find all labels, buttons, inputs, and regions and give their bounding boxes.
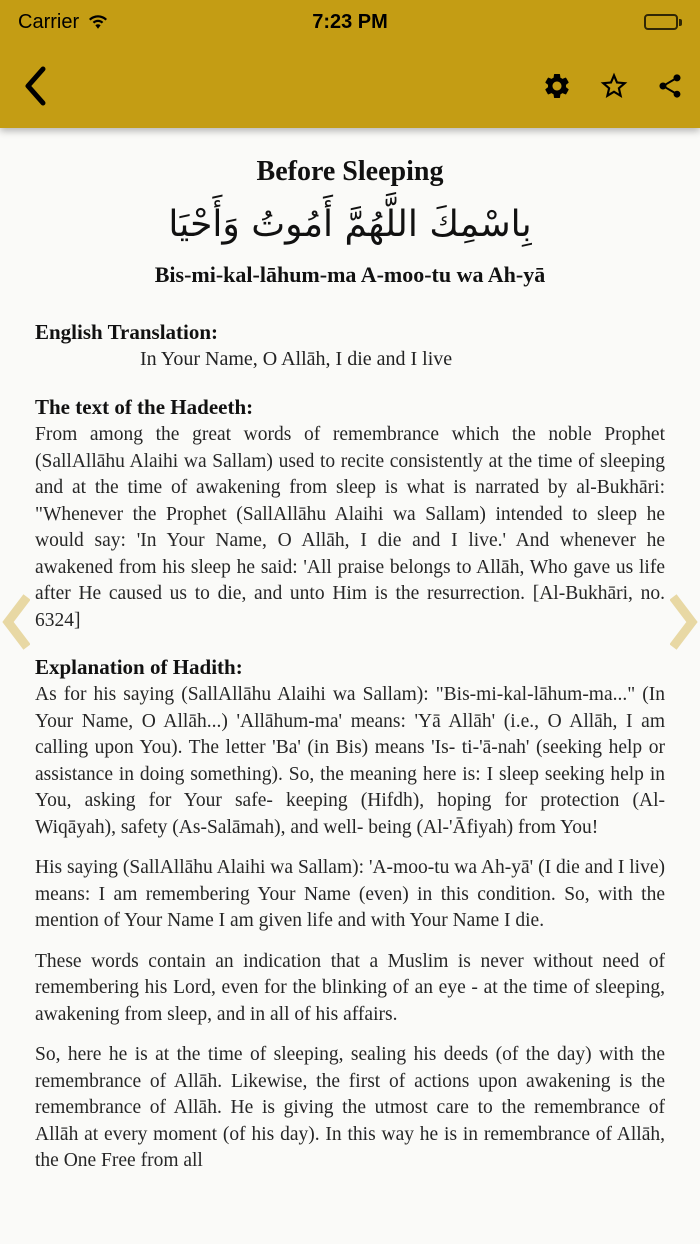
page-title: Before Sleeping	[256, 156, 444, 187]
arabic-dua-text: بِاسْمِكَ اللَّهُمَّ أَمُوتُ وَأَحْيَا	[168, 204, 532, 245]
chevron-left-icon	[22, 65, 48, 107]
navigation-toolbar	[0, 44, 700, 128]
share-icon	[656, 72, 684, 100]
translation-heading: English Translation:	[35, 320, 219, 344]
settings-button[interactable]	[542, 71, 572, 101]
star-outline-icon	[598, 70, 630, 102]
status-bar	[0, 0, 700, 44]
dua-page-content	[0, 128, 700, 1189]
translation-text: In Your Name, O Allāh, I die and I live	[140, 348, 453, 370]
transliteration-text: Bis-mi-kal-lāhum-ma A-moo-tu wa Ah-yā	[154, 262, 546, 287]
explanation-paragraph: His saying (SallAllāhu Alaihi wa Sallam): 'A-moo-tu wa Ah-yā' (I die and I live) means: I am remembering Your Name (even) in this condition. So, with the mention of Your Name I am given life and with Your Name I die.	[35, 857, 665, 931]
battery-icon	[644, 14, 682, 30]
back-button[interactable]	[22, 65, 48, 107]
explanation-heading: Explanation of Hadith:	[35, 655, 243, 679]
carrier-label: Carrier	[18, 10, 80, 33]
clock-label: 7:23 PM	[312, 10, 388, 33]
app-header	[0, 0, 700, 128]
explanation-paragraph: These words contain an indication that a Muslim is never without need of remembering his Lord, even for the blinking of an eye - at the time of sleeping, awakening from sleep, and in all of his affairs.	[35, 950, 665, 1025]
favorite-button[interactable]	[598, 70, 630, 102]
hadith-text-paragraph: From among the great words of remembrance which the noble Prophet (SallAllāhu Alaihi wa Sallam) used to recite consistently at the time of sleeping and at the time of awakening from sleep is what is narrated by al-Bukhāri: "Whenever the Prophet (SallAllāhu Alaihi wa Sallam) intended to sleep he would say: 'In Your Name, O Allāh, I die and I live.' And whenever he awakened from his sleep he said: 'All praise belongs to Allāh, Who gave us life after He caused us to die, and unto Him is the resurrection. [Al-Bukhāri, no. 6324]	[35, 424, 665, 631]
wifi-icon	[87, 13, 109, 31]
share-button[interactable]	[656, 72, 684, 100]
gear-icon	[542, 71, 572, 101]
explanation-paragraph: So, here he is at the time of sleeping, sealing his deeds (of the day) with the remembrance of Allāh. Likewise, the first of actions upon awakening is the remembrance of Allāh. He is giving the utmost care to the remembrance of Allāh at every moment (of his day). In this way he is in remembrance of Allāh, the One Free from all	[35, 1044, 665, 1171]
explanation-paragraph: As for his saying (SallAllāhu Alaihi wa Sallam): "Bis-mi-kal-lāhum-ma..." (In Your Name, O Allāh...) 'Allāhum-ma' means: 'Yā Allāh' (i.e., O Allāh, I am calling upon You). The letter 'Ba' (in Bis) means 'Is- ti-'ā-nah' (seeking help or assistance in doing something). So, the meaning here is: I sleep seeking help in You, asking for Your safe- keeping (Hifdh), hoping for protection (Al- Wiqāyah), safety (As-Salāmah), and well- being (Al-'Āfiyah) from You!	[35, 684, 665, 838]
hadith-heading: The text of the Hadeeth:	[35, 395, 254, 419]
previous-page-button[interactable]	[2, 592, 30, 652]
chevron-right-page-icon	[670, 592, 698, 652]
next-page-button[interactable]	[670, 592, 698, 652]
chevron-left-page-icon	[2, 592, 30, 652]
